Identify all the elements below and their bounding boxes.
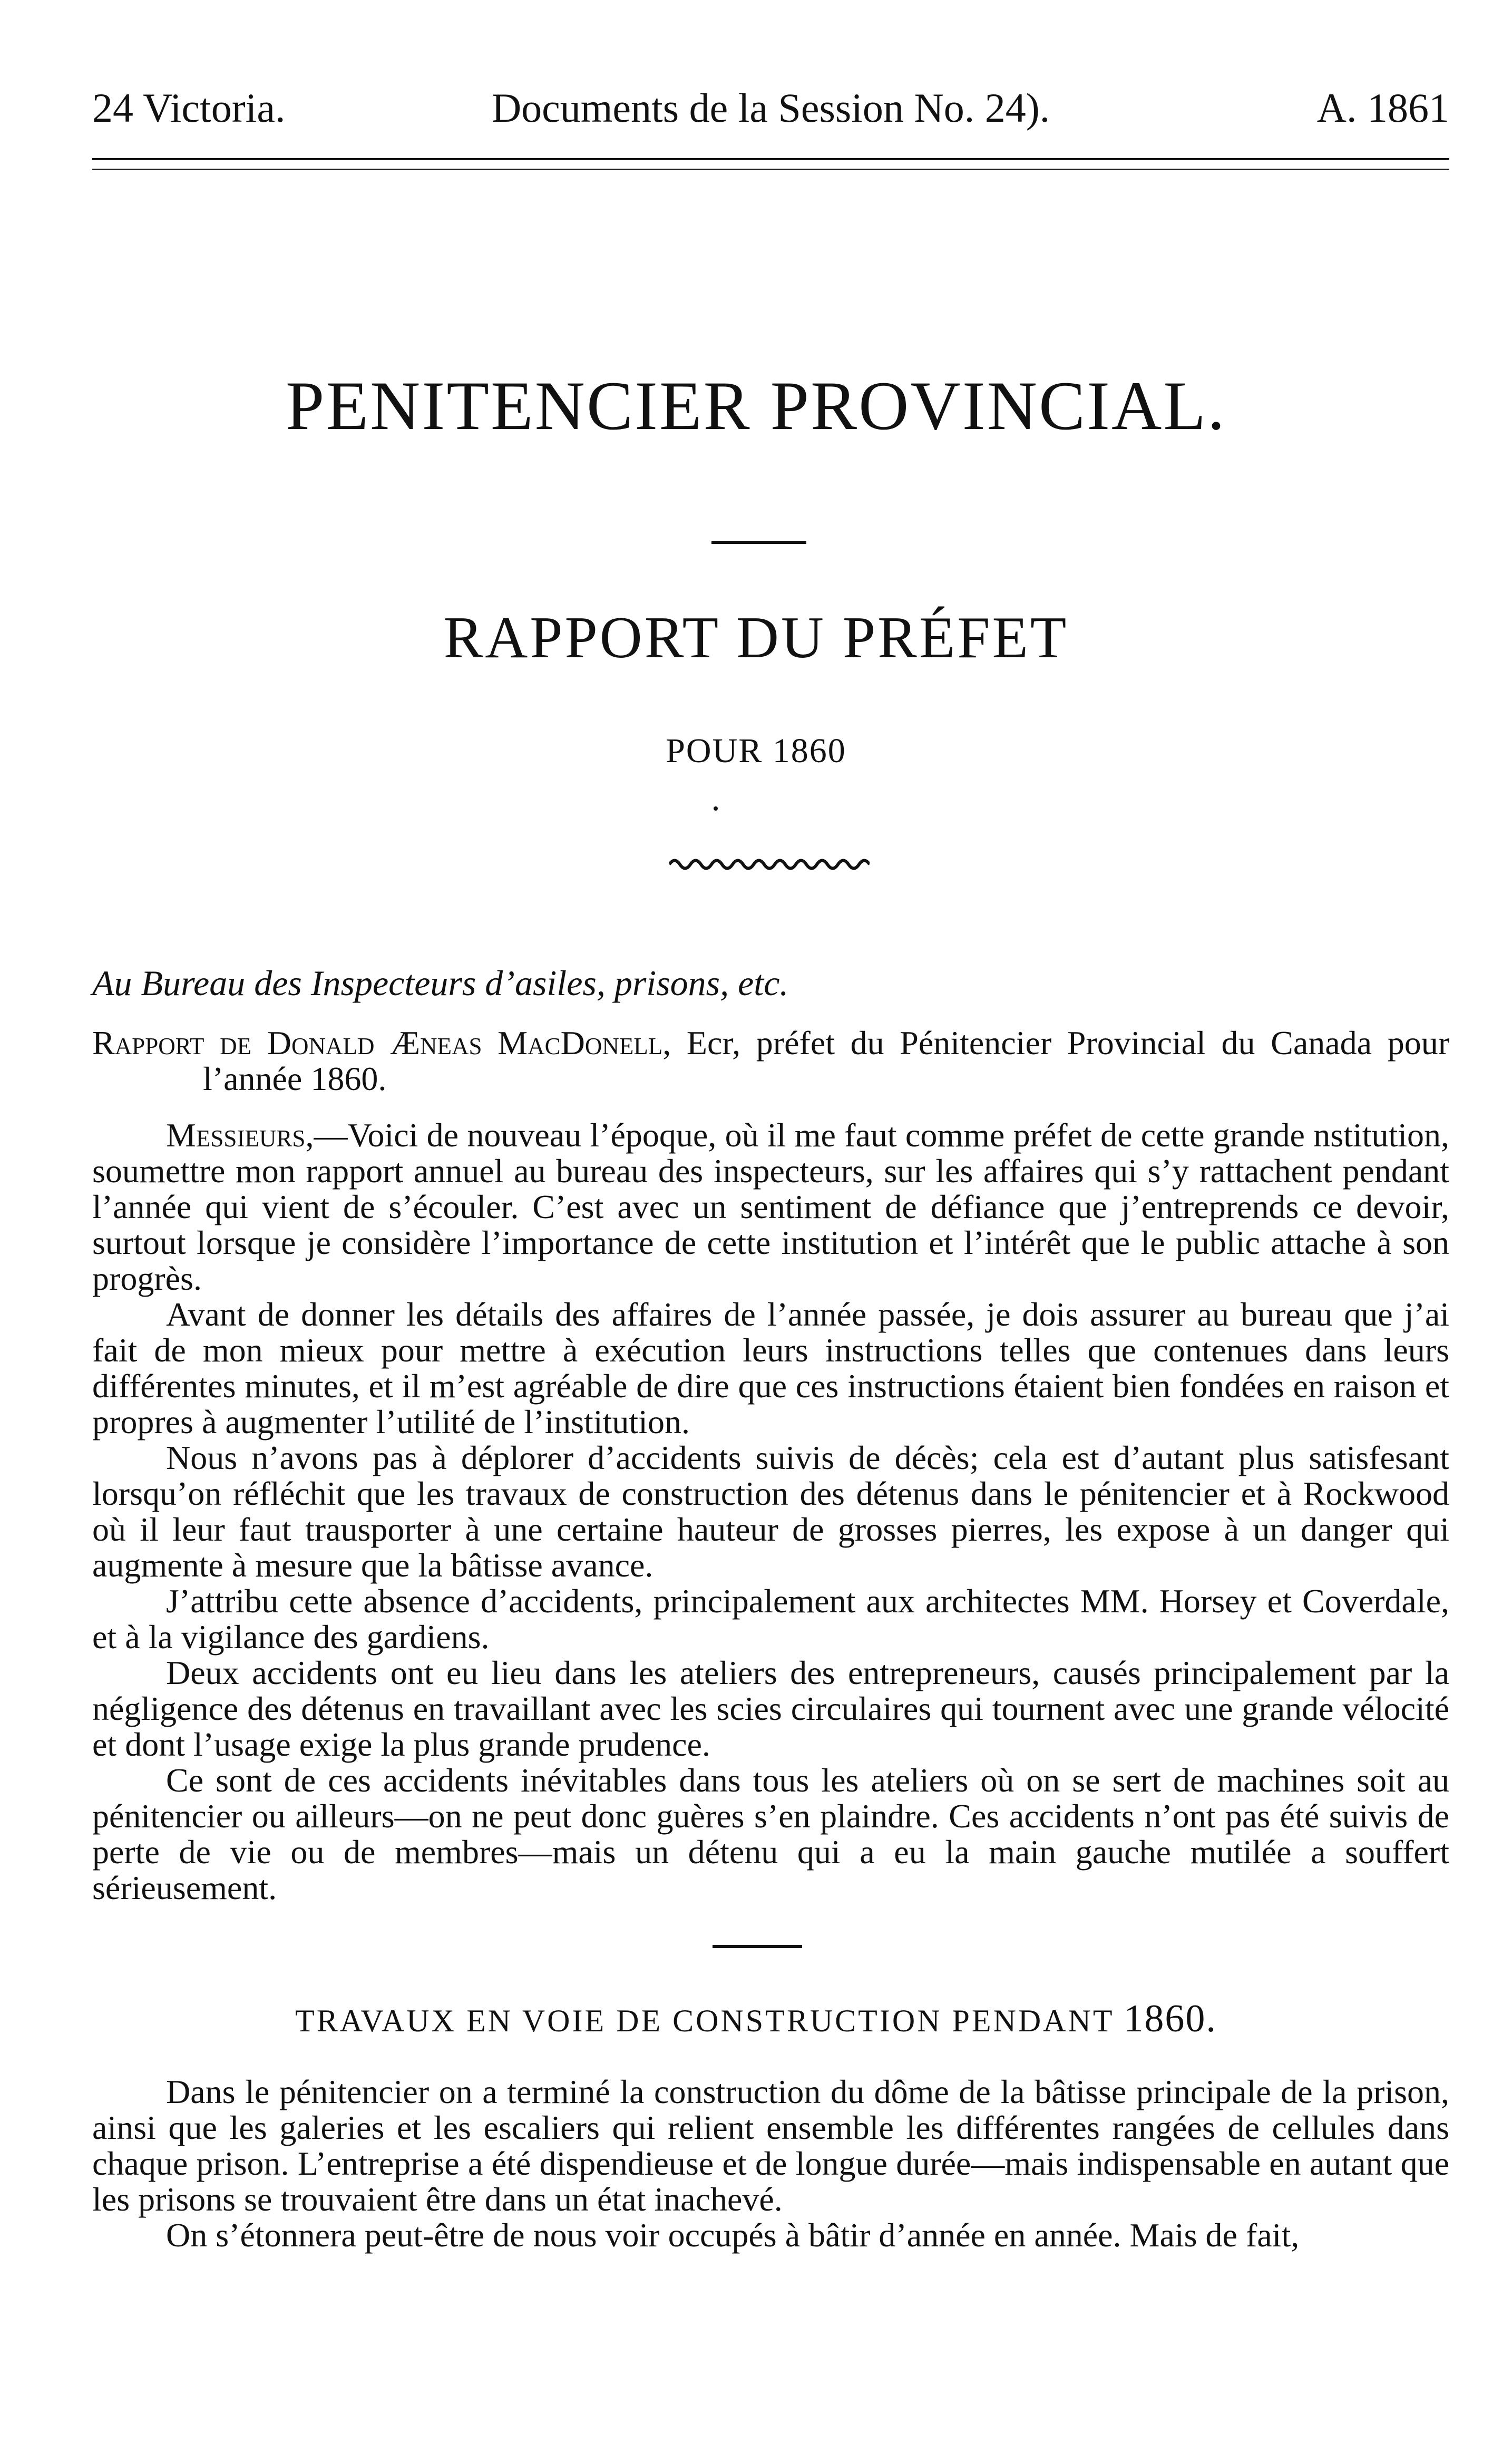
- title-divider-rule: [711, 541, 806, 544]
- section-paragraphs: [92, 2074, 1449, 2253]
- paragraph-text: Ce sont de ces accidents inévitables dans tous les ateliers où on se sert de machines soit au pénitencier ou ailleurs—on ne peut donc guères s’en plaindre. Ces accidents n’ont pas été suivis de perte de vie ou de membres—mais un détenu qui a eu la main gauche mutilée a souffert sérieusement.: [92, 1761, 1449, 1906]
- report-heading-name: Rapport de Donald Æneas MacDonell,: [92, 1024, 671, 1062]
- paragraph-text: Avant de donner les détails des affaires de l’année passée, je dois assurer au bureau que j’ai fait de mon mieux pour mettre à exécution leurs instructions telles que contenues dans leurs différentes minutes, et il m’est agréable de dire que ces instructions étaient bien fondées en raison et propres à augmenter l’utilité de l’institution.: [92, 1296, 1449, 1441]
- paragraph: [92, 1583, 1449, 1655]
- paragraph-text: Deux accidents ont eu lieu dans les ateliers des entrepreneurs, causés principalement par la négligence des détenus en travaillant avec les scies circulaires qui tournent avec une grande vélocité et dont l’usage exige la plus grande prudence.: [92, 1654, 1449, 1763]
- report-year-line: POUR 1860: [666, 732, 846, 770]
- paragraph-lead: Messieurs,: [166, 1116, 314, 1154]
- paragraph: [92, 1763, 1449, 1906]
- running-head-left: 24 Victoria.: [92, 85, 286, 131]
- paragraph: [92, 2074, 1449, 2217]
- running-head-center: Documents de la Session No. 24).: [491, 85, 1050, 131]
- paragraph: [92, 2217, 1449, 2253]
- body-paragraphs: [92, 1117, 1449, 1906]
- running-head-right: A. 1861: [1316, 85, 1449, 131]
- header-double-rule: [92, 158, 1449, 170]
- paragraph-text: On s’étonnera peut-être de nous voir occupés à bâtir d’année en année. Mais de fait,: [166, 2216, 1300, 2254]
- paragraph-text: J’attribu cette absence d’accidents, principalement aux architectes MM. Horsey et Coverdale, et à la vigilance des gardiens.: [92, 1582, 1449, 1656]
- paragraph: [92, 1655, 1449, 1763]
- address-line: Au Bureau des Inspecteurs d’asiles, prisons, etc.: [92, 963, 789, 1003]
- section-divider-rule: [713, 1945, 802, 1948]
- running-head: [92, 79, 1449, 137]
- report-subtitle: RAPPORT DU PRÉFET: [443, 605, 1069, 670]
- section-heading-year: 1860.: [1124, 1997, 1217, 2040]
- section-heading: [0, 1998, 1512, 2042]
- paragraph: [92, 1117, 1449, 1297]
- wavy-ornament: [669, 854, 870, 875]
- paragraph-text: —Voici de nouveau l’époque, où il me faut comme préfet de cette grande nstitution, soumettre mon rapport annuel au bureau des inspecteurs, sur les affaires qui s’y rattachent pendant l’année qui vient de s’écouler. C’est avec un sentiment de défiance que j’entreprends ce devoir, surtout lorsque je considère l’importance de cette institution et l’intérêt que le public attache à son progrès.: [92, 1116, 1449, 1297]
- report-heading-rest: Ecr, préfet du Pénitencier Provincial du Canada pour l’année 1860.: [203, 1024, 1449, 1097]
- ornament-dot: [714, 806, 718, 811]
- main-title: PENITENCIER PROVINCIAL.: [286, 367, 1226, 444]
- paragraph: [92, 1297, 1449, 1440]
- section-heading-text: TRAVAUX EN VOIE DE CONSTRUCTION PENDANT: [295, 2003, 1124, 2038]
- paragraph: [92, 1440, 1449, 1583]
- paragraph-text: Nous n’avons pas à déplorer d’accidents suivis de décès; cela est d’autant plus satisfesant lorsqu’on réfléchit que les travaux de construction des détenus dans le pénitencier et à Rockwood où il leur faut trausporter à une certaine hauteur de grosses pierres, les expose à un danger qui augmente à mesure que la bâtisse avance.: [92, 1439, 1449, 1584]
- paragraph-text: Dans le pénitencier on a terminé la construction du dôme de la bâtisse principale de la prison, ainsi que les galeries et les escaliers qui relient ensemble les différentes rangées de cellules dans chaque prison. L’entreprise a été dispendieuse et de longue durée—mais indispensable en autant que les prisons se trouvaient être dans un état inachevé.: [92, 2073, 1449, 2218]
- report-heading: [92, 1025, 1449, 1097]
